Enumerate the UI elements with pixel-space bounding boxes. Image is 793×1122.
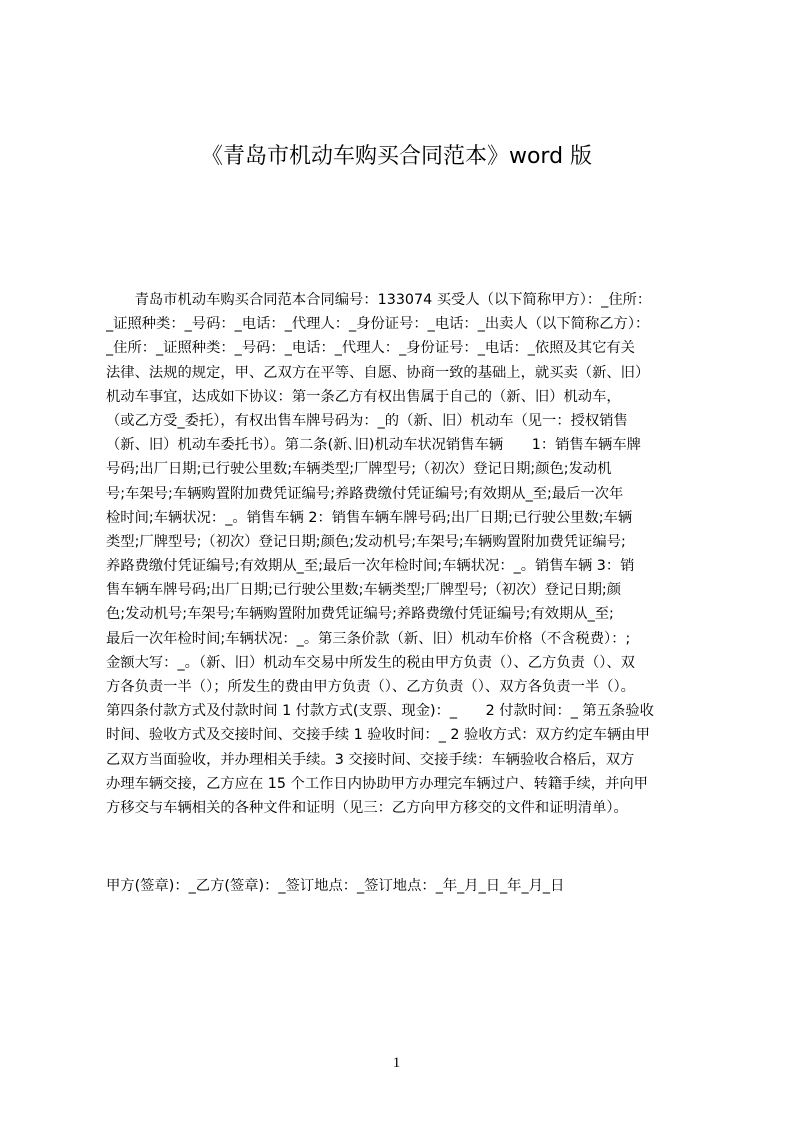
body-line: 号码;出厂日期;已行驶公里数;车辆类型;厂牌型号;（初次）登记日期;颜色;发动机 (106, 461, 612, 478)
body-line: 时间、验收方式及交接时间、交接手续 1 验收时间：_ 2 验收方式：双方约定车辆由甲 (106, 727, 650, 744)
body-line: 方各负责一半（）；所发生的费由甲方负责（）、乙方负责（）、双方各负责一半（）。 (106, 679, 635, 695)
body-line: （或乙方受_委托），有权出售车牌号码为：_的（新、旧）机动车（见一：授权销售 (106, 412, 628, 429)
signature-line: 甲方(签章)：_乙方(签章)：_签订地点：_签订地点：_年_月_日_年_月_日 (106, 878, 565, 894)
body-line: 乙双方当面验收，并办理相关手续。3 交接时间、交接手续：车辆验收合格后，双方 (106, 751, 635, 768)
body-line: 最后一次年检时间;车辆状况：_。第三条价款（新、旧）机动车价格（不含税费）：; (106, 630, 631, 647)
body-line: 类型;厂牌型号;（初次）登记日期;颜色;发动机号;车架号;车辆购置附加费凭证编号; (106, 533, 626, 550)
body-line: 养路费缴付凭证编号;有效期从_至;最后一次年检时间;车辆状况：_。销售车辆 3：销 (106, 558, 635, 575)
body-line: 号;车架号;车辆购置附加费凭证编号;养路费缴付凭证编号;有效期从_至;最后一次年 (106, 485, 624, 502)
body-line: _住所：_证照种类：_号码：_电话：_代理人：_身份证号：_电话：_依照及其它有关 (106, 340, 635, 357)
page-number: 1 (392, 1055, 401, 1071)
body-line: （新、旧）机动车委托书）。第二条(新､旧)机动车状况销售车辆 1：销售车辆车牌 (106, 437, 641, 454)
body-line: 色;发动机号;车架号;车辆购置附加费凭证编号;养路费缴付凭证编号;有效期从_至; (106, 606, 614, 623)
body-line: _证照种类：_号码：_电话：_代理人：_身份证号：_电话：_出卖人（以下简称乙方）： (106, 316, 650, 333)
body-line: 机动车事宜，达成如下协议：第一条乙方有权出售属于自己的（新、旧）机动车， (106, 388, 621, 405)
contract-body (106, 288, 696, 820)
body-line: 法律、法规的规定，甲、乙双方在平等、自愿、协商一致的基础上，就买卖（新、旧） (106, 364, 650, 381)
body-line: 第四条付款方式及付款时间 1 付款方式(支票、现金)：_ 2 付款时间：_ 第五条验收 (106, 703, 654, 720)
document-title: 《青岛市机动车购买合同范本》word 版 (200, 144, 593, 169)
body-line: 金额大写：_。（新、旧）机动车交易中所发生的税由甲方负责（）、乙方负责（）、双 (106, 654, 635, 671)
body-line: 售车辆车牌号码;出厂日期;已行驶公里数;车辆类型;厂牌型号;（初次）登记日期;颜 (106, 582, 621, 599)
body-line: 办理车辆交接，乙方应在 15 个工作日内协助甲方办理完车辆过户、转籍手续，并向甲 (106, 775, 648, 792)
body-line: 青岛市机动车购买合同范本合同编号：133074 买受人（以下简称甲方）：_住所： (106, 292, 652, 308)
body-line: 方移交与车辆相关的各种文件和证明（见三：乙方向甲方移交的文件和证明清单）。 (106, 799, 628, 816)
body-line: 检时间;车辆状况：_。销售车辆 2：销售车辆车牌号码;出厂日期;已行驶公里数;车辆 (106, 509, 633, 526)
